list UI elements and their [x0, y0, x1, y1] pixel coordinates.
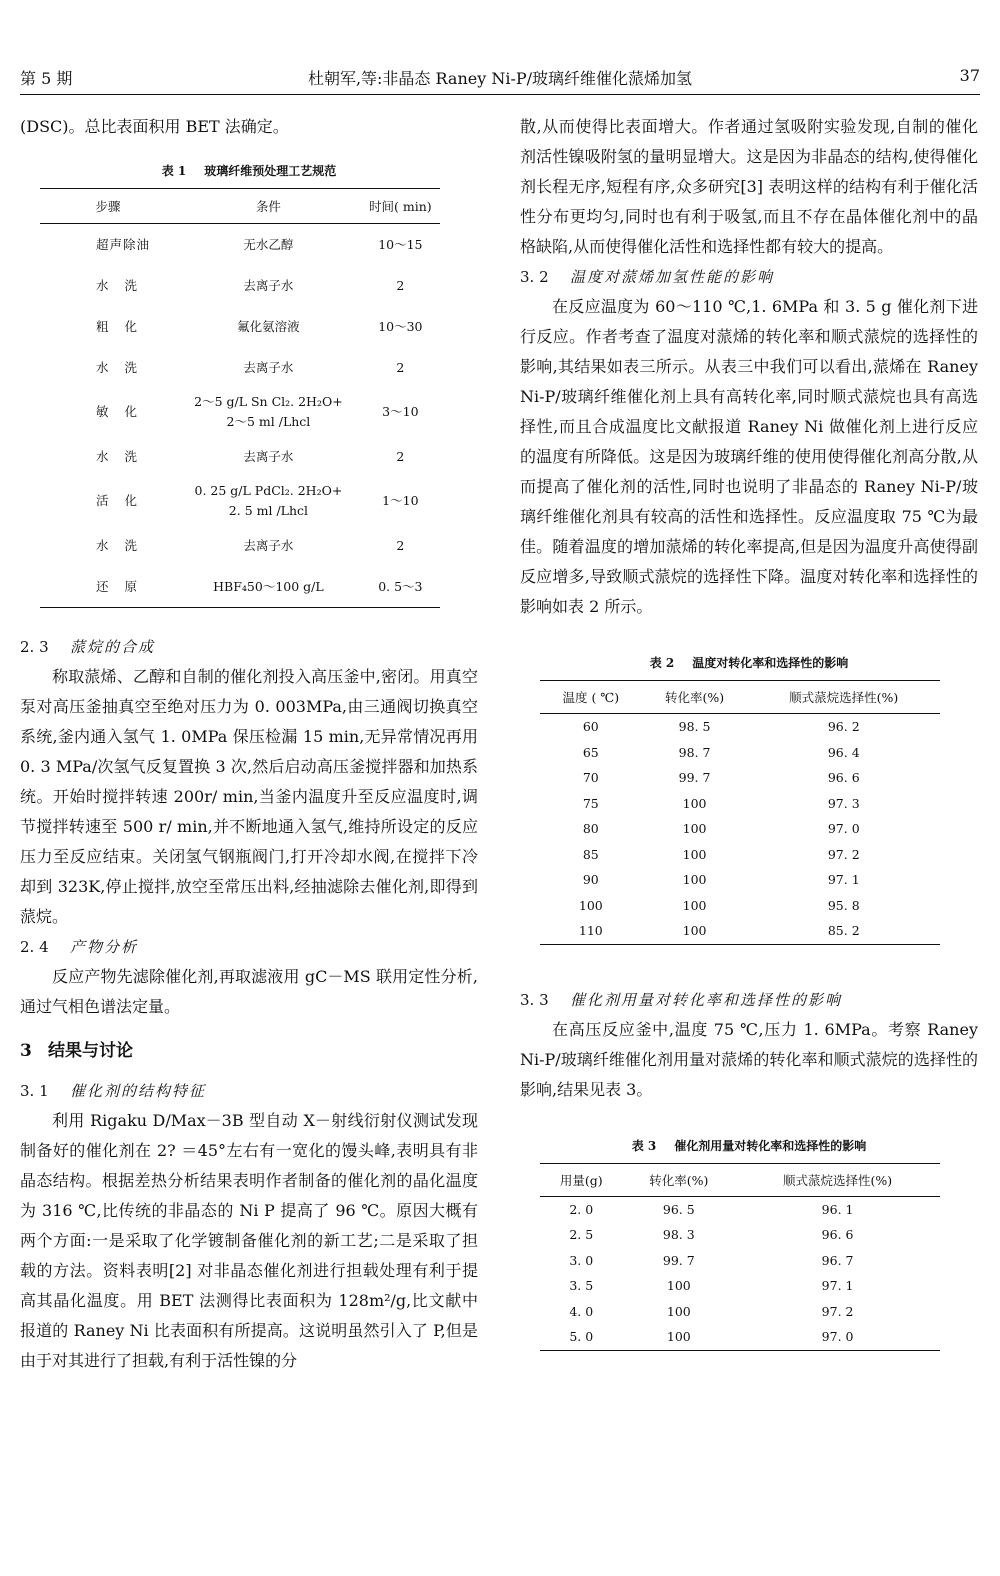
issue-number: 第 5 期	[20, 69, 73, 88]
table1-step: 活 化	[96, 493, 143, 508]
table1-condition: 去离子水	[243, 537, 294, 553]
table3-caption	[520, 1137, 978, 1155]
section-2-3-heading: 2. 3 蒎烷的合成	[20, 638, 156, 656]
table1-step: 敏 化	[96, 404, 143, 419]
table2-number: 表 2	[649, 656, 675, 670]
section-3-1-paragraph-cont: 散,从而使得比表面增大。作者通过氢吸附实验发现,自制的催化剂活性镍吸附氢的量明显增大。这是因为非晶态的结构,使得催化剂长程无序,短程有序,众多研究[3] 表明这样的结构有利于催化活性分布更均匀,同时也有利于吸氢,而且不存在晶体催化剂中的晶格缺陷,从而使得催化活性和选择性都有较大的提高。	[520, 117, 978, 256]
table-row	[40, 306, 440, 347]
table1-title: 玻璃纤维预处理工艺规范	[204, 164, 337, 178]
section-3-3-paragraph: 在高压反应釜中,温度 75 ℃,压力 1. 6MPa。考察 Raney Ni-P/玻璃纤维催化剂用量对蒎烯的转化率和顺式蒎烷的选择性的影响,结果见表 3。	[520, 1019, 978, 1099]
intro-paragraph: (DSC)。总比表面积用 BET 法确定。	[20, 117, 289, 136]
table-row: 65 98. 7 96. 4	[582, 744, 860, 760]
section-2-4-heading: 2. 4 产物分析	[20, 938, 139, 956]
table1-time: 3～10	[382, 404, 419, 419]
table-row: 3. 0 99. 7 96. 7	[569, 1252, 854, 1268]
table-row	[40, 388, 440, 436]
table1-time: 10～15	[378, 236, 423, 252]
table3-header: 用量(g)	[540, 1163, 622, 1196]
table-row: 100 100 95. 8	[578, 897, 860, 913]
table-row: 80 100 97. 0	[582, 821, 860, 837]
table1-time: 0. 5～3	[361, 566, 440, 608]
section-2-3-paragraph: 称取蒎烯、乙醇和自制的催化剂投入高压釜中,密闭。用真空泵对高压釜抽真空至绝对压力为 0. 003MPa,由三通阀切换真空系统,釜内通入氢气 1. 0MPa 保压检漏 15 min,无异常情况再用 0. 3 MPa/次氢气反复置换 3 次,然后启动高压釜搅拌器和加热系统。开始时搅拌转速 200r/ min,当釜内温度升至反应温度时,调节搅拌转速至 500 r/ min,并不断地通入氢气,维持所设定的反应压力至反应结束。关闭氢气钢瓶阀门,打开冷却水阀,在搅拌下冷却到 323K,停止搅拌,放空至常压出料,经抽滤除去催化剂,即得到蒎烷。	[20, 667, 478, 926]
table1-header: 步骤	[40, 189, 176, 224]
table1-header: 时间( min)	[361, 189, 440, 224]
table1-condition: 去离子水	[243, 277, 294, 293]
table-row	[40, 477, 440, 525]
table1-time: 2	[396, 277, 405, 293]
header-rule	[20, 94, 980, 95]
table1-time: 10～30	[378, 318, 423, 334]
table1-condition: 0. 25 g/L PdCl₂. 2H₂O+ 2. 5 ml /Lhcl	[194, 483, 343, 518]
table1-step: 还 原	[40, 566, 176, 608]
table1-condition: 去离子水	[243, 359, 294, 375]
section-2-4-paragraph: 反应产物先滤除催化剂,再取滤液用 gC－MS 联用定性分析,通过气相色谱法定量。	[20, 967, 478, 1016]
table2-header: 转化率(%)	[642, 681, 748, 714]
section-3-1-heading: 3. 1 催化剂的结构特征	[20, 1082, 207, 1100]
table-row: 110 100 85. 2	[540, 918, 940, 944]
table-row: 70 99. 7 96. 6	[582, 770, 860, 786]
table-row	[40, 265, 440, 306]
section-3-3-heading: 3. 3 催化剂用量对转化率和选择性的影响	[520, 990, 843, 1009]
table1-step: 水 洗	[96, 277, 143, 293]
table-row: 90 100 97. 1	[582, 872, 860, 888]
table3-number: 表 3	[631, 1138, 657, 1153]
table2-header: 温度 ( ℃)	[540, 681, 642, 714]
table2-header: 顺式蒎烷选择性(%)	[748, 681, 941, 714]
section-3-2-paragraph: 在反应温度为 60～110 ℃,1. 6MPa 和 3. 5 g 催化剂下进行反应。作者考查了温度对蒎烯的转化率和顺式蒎烷的选择性的影响,其结果如表三所示。从表三中我们可以看出,蒎烯在 Raney Ni-P/玻璃纤维催化剂上具有高转化率,同时顺式蒎烷也具有高选择性,而且合成温度比文献报道 Raney Ni 做催化剂上进行反应的温度有所降低。这是因为玻璃纤维的使用使得催化剂高分散,从而提高了催化剂的活性,同时也说明了非晶态的 Raney Ni-P/玻璃纤维催化剂具有较高的活性和选择性。反应温度取 75 ℃为最佳。随着温度的增加蒎烯的转化率提高,但是因为温度升高使得副反应增多,导致顺式蒎烷的选择性下降。温度对转化率和选择性的影响如表 2 所示。	[520, 297, 978, 616]
table-row	[40, 347, 440, 388]
section-3-1-paragraph: 利用 Rigaku D/Max－3B 型自动 X－射线衍射仪测试发现制备好的催化剂在 2? ＝45°左右有一宽化的馒头峰,表明具有非晶态结构。根据差热分析结果表明作者制备的催化剂的晶化温度为 316 ℃,比传统的非晶态的 Ni P 提高了 96 ℃。原因大概有两个方面:一是采取了化学镀制备催化剂的新工艺;二是采取了担载的方法。资料表明[2] 对非晶态催化剂进行担载处理有利于提高其晶化温度。用 BET 法测得比表面积为 128m²/g,比文献中报道的 Raney Ni 比表面积有所提高。这说明虽然引入了 P,但是由于对其进行了担载,有利于活性镍的分	[20, 1111, 478, 1370]
table-row: 85 100 97. 2	[582, 846, 860, 862]
table2-title: 温度对转化率和选择性的影响	[692, 656, 849, 670]
table-row: 2. 0 96. 5 96. 1	[569, 1201, 854, 1217]
table2-caption	[520, 654, 978, 672]
table1-step: 水 洗	[96, 537, 143, 553]
table-row	[40, 224, 440, 266]
table3-title: 催化剂用量对转化率和选择性的影响	[674, 1138, 867, 1153]
table1-time: 2	[396, 359, 405, 375]
table1-time: 2	[396, 448, 405, 464]
section-3-2-heading: 3. 2 温度对蒎烯加氢性能的影响	[520, 268, 775, 286]
section-3-heading: 3 结果与讨论	[20, 1041, 133, 1061]
page-number: 37	[959, 66, 980, 85]
running-header	[20, 66, 980, 90]
running-title: 杜朝军,等:非晶态 Raney Ni-P/玻璃纤维催化蒎烯加氢	[307, 69, 693, 88]
table1-condition: 氟化氨溶液	[237, 318, 300, 334]
table1-caption	[20, 162, 478, 180]
table-row: 2. 5 98. 3 96. 6	[569, 1227, 854, 1243]
table3-header: 顺式蒎烷选择性(%)	[735, 1163, 940, 1196]
table1-time: 2	[396, 537, 405, 553]
table3	[540, 1163, 940, 1351]
left-column	[20, 112, 478, 1376]
table1-condition: HBF₄50～100 g/L	[176, 566, 361, 608]
table1-step: 粗 化	[96, 318, 143, 334]
table1-number: 表 1	[161, 164, 187, 178]
right-column	[520, 112, 978, 1351]
table1-time: 1～10	[382, 493, 419, 508]
table1-condition: 去离子水	[243, 448, 294, 464]
table3-header: 转化率(%)	[622, 1163, 735, 1196]
table-row: 5. 0 100 97. 0	[540, 1324, 940, 1350]
table1-condition: 无水乙醇	[243, 236, 294, 252]
table-row	[40, 566, 440, 608]
table-row: 4. 0 100 97. 2	[569, 1303, 854, 1319]
table1-condition: 2～5 g/L Sn Cl₂. 2H₂O+ 2～5 ml /Lhcl	[194, 394, 343, 429]
table-row: 75 100 97. 3	[582, 795, 860, 811]
table-row	[40, 436, 440, 477]
table-row: 3. 5 100 97. 1	[569, 1278, 854, 1294]
table1-header: 条件	[176, 189, 361, 224]
table1-step: 水 洗	[96, 359, 143, 375]
table-row: 60 98. 5 96. 2	[582, 719, 860, 735]
table1-step: 超声除油	[96, 236, 151, 252]
table2	[540, 680, 940, 945]
table1	[40, 188, 440, 608]
table1-step: 水 洗	[96, 448, 143, 464]
table-row	[40, 525, 440, 566]
